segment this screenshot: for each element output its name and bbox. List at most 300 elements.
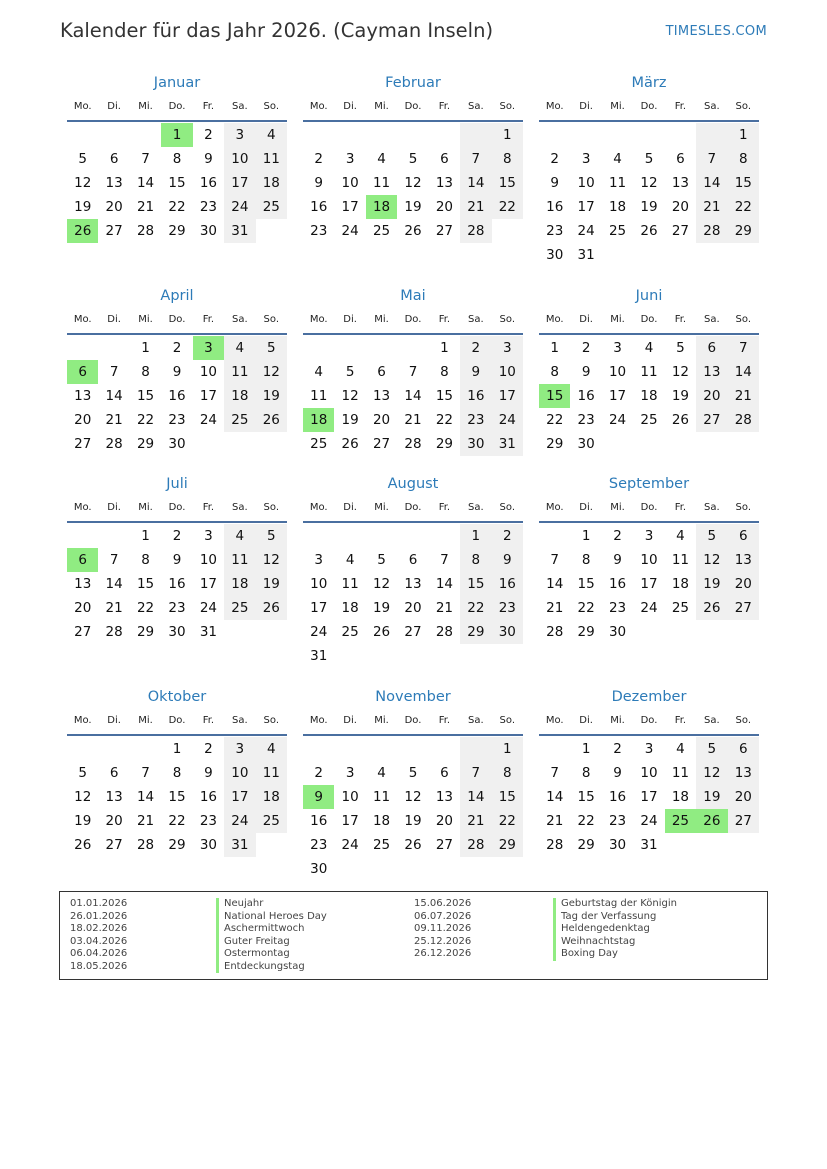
day-cell[interactable]: 3 xyxy=(224,123,255,147)
day-cell[interactable]: 22 xyxy=(136,412,155,428)
day-cell[interactable]: 26 xyxy=(67,219,98,243)
day-cell[interactable]: 7 xyxy=(440,552,449,568)
day-cell[interactable]: 6 xyxy=(109,765,119,781)
day-cell[interactable]: 2 xyxy=(314,765,323,781)
day-cell[interactable]: 12 xyxy=(671,364,690,380)
day-cell[interactable]: 22 xyxy=(435,412,454,428)
day-cell[interactable]: 18 xyxy=(671,576,690,592)
day-cell[interactable]: 13 xyxy=(404,576,422,592)
day-cell[interactable]: 4 xyxy=(644,340,654,356)
day-cell[interactable]: 21 xyxy=(435,600,454,616)
day-cell[interactable]: 16 xyxy=(460,384,491,408)
day-cell[interactable]: 15 xyxy=(168,175,186,191)
day-cell[interactable]: 16 xyxy=(168,576,186,592)
day-cell[interactable]: 23 xyxy=(608,600,627,616)
day-cell[interactable]: 21 xyxy=(460,195,491,219)
day-cell[interactable]: 28 xyxy=(105,436,123,452)
day-cell[interactable]: 24 xyxy=(640,600,658,616)
day-cell[interactable]: 29 xyxy=(492,833,523,857)
day-cell[interactable]: 28 xyxy=(136,223,155,239)
day-cell[interactable]: 10 xyxy=(577,175,595,191)
day-cell[interactable]: 17 xyxy=(310,600,328,616)
day-cell[interactable]: 11 xyxy=(372,175,391,191)
day-cell[interactable]: 23 xyxy=(199,813,218,829)
day-cell[interactable]: 28 xyxy=(105,624,123,640)
day-cell[interactable]: 14 xyxy=(460,785,491,809)
day-cell[interactable]: 13 xyxy=(696,360,727,384)
day-cell[interactable]: 5 xyxy=(644,151,654,167)
day-cell[interactable]: 13 xyxy=(435,175,454,191)
day-cell[interactable]: 30 xyxy=(199,223,218,239)
day-cell[interactable]: 26 xyxy=(256,596,287,620)
day-cell[interactable]: 31 xyxy=(224,219,255,243)
day-cell[interactable]: 10 xyxy=(341,175,359,191)
day-cell[interactable]: 20 xyxy=(728,785,759,809)
day-cell[interactable]: 25 xyxy=(256,809,287,833)
day-cell[interactable]: 23 xyxy=(168,600,186,616)
day-cell[interactable]: 13 xyxy=(105,789,123,805)
day-cell[interactable]: 11 xyxy=(671,765,690,781)
day-cell[interactable]: 30 xyxy=(168,436,186,452)
day-cell[interactable]: 27 xyxy=(696,408,727,432)
day-cell[interactable]: 2 xyxy=(172,340,182,356)
day-cell[interactable]: 6 xyxy=(676,151,685,167)
day-cell[interactable]: 20 xyxy=(372,412,391,428)
day-cell[interactable]: 3 xyxy=(581,151,591,167)
day-cell[interactable]: 1 xyxy=(550,340,559,356)
day-cell[interactable]: 3 xyxy=(492,336,523,360)
day-cell[interactable]: 20 xyxy=(105,813,123,829)
day-cell[interactable]: 12 xyxy=(696,761,727,785)
day-cell[interactable]: 30 xyxy=(546,247,564,263)
day-cell[interactable]: 10 xyxy=(310,576,328,592)
day-cell[interactable]: 22 xyxy=(136,600,155,616)
day-cell[interactable]: 14 xyxy=(404,388,422,404)
day-cell[interactable]: 11 xyxy=(224,548,255,572)
day-cell[interactable]: 24 xyxy=(640,813,658,829)
day-cell[interactable]: 4 xyxy=(314,364,323,380)
day-cell[interactable]: 25 xyxy=(608,223,627,239)
day-cell[interactable]: 22 xyxy=(577,813,595,829)
day-cell[interactable]: 17 xyxy=(640,789,658,805)
day-cell[interactable]: 10 xyxy=(492,360,523,384)
day-cell[interactable]: 26 xyxy=(404,837,422,853)
day-cell[interactable]: 15 xyxy=(728,171,759,195)
day-cell[interactable]: 4 xyxy=(377,151,386,167)
day-cell[interactable]: 11 xyxy=(608,175,627,191)
day-cell[interactable]: 19 xyxy=(671,388,690,404)
day-cell[interactable]: 24 xyxy=(341,223,359,239)
day-cell[interactable]: 9 xyxy=(613,552,622,568)
day-cell[interactable]: 18 xyxy=(608,199,627,215)
day-cell[interactable]: 7 xyxy=(550,552,559,568)
day-cell[interactable]: 24 xyxy=(224,809,255,833)
day-cell[interactable]: 9 xyxy=(204,765,213,781)
day-cell[interactable]: 8 xyxy=(581,552,591,568)
day-cell[interactable]: 1 xyxy=(161,123,192,147)
day-cell[interactable]: 20 xyxy=(105,199,123,215)
day-cell[interactable]: 5 xyxy=(408,151,418,167)
day-cell[interactable]: 5 xyxy=(256,524,287,548)
day-cell[interactable]: 29 xyxy=(546,436,564,452)
day-cell[interactable]: 10 xyxy=(224,147,255,171)
day-cell[interactable]: 27 xyxy=(728,596,759,620)
day-cell[interactable]: 8 xyxy=(141,364,150,380)
day-cell[interactable]: 27 xyxy=(671,223,690,239)
day-cell[interactable]: 17 xyxy=(199,388,218,404)
day-cell[interactable]: 26 xyxy=(74,837,92,853)
day-cell[interactable]: 19 xyxy=(256,384,287,408)
day-cell[interactable]: 27 xyxy=(435,837,454,853)
day-cell[interactable]: 9 xyxy=(172,364,182,380)
day-cell[interactable]: 3 xyxy=(613,340,622,356)
day-cell[interactable]: 25 xyxy=(224,408,255,432)
day-cell[interactable]: 20 xyxy=(728,572,759,596)
day-cell[interactable]: 25 xyxy=(341,624,359,640)
day-cell[interactable]: 18 xyxy=(341,600,359,616)
day-cell[interactable]: 22 xyxy=(492,809,523,833)
day-cell[interactable]: 8 xyxy=(141,552,150,568)
day-cell[interactable]: 12 xyxy=(341,388,359,404)
day-cell[interactable]: 5 xyxy=(696,737,727,761)
day-cell[interactable]: 19 xyxy=(341,412,359,428)
day-cell[interactable]: 30 xyxy=(460,432,491,456)
day-cell[interactable]: 19 xyxy=(256,572,287,596)
day-cell[interactable]: 29 xyxy=(136,624,155,640)
day-cell[interactable]: 3 xyxy=(644,528,654,544)
day-cell[interactable]: 19 xyxy=(404,813,422,829)
day-cell[interactable]: 28 xyxy=(404,436,422,452)
day-cell[interactable]: 10 xyxy=(640,552,658,568)
day-cell[interactable]: 11 xyxy=(256,761,287,785)
day-cell[interactable]: 23 xyxy=(310,837,328,853)
day-cell[interactable]: 16 xyxy=(168,388,186,404)
day-cell[interactable]: 7 xyxy=(109,552,119,568)
day-cell[interactable]: 8 xyxy=(550,364,559,380)
day-cell[interactable]: 4 xyxy=(676,528,685,544)
day-cell[interactable]: 11 xyxy=(341,576,359,592)
day-cell[interactable]: 9 xyxy=(204,151,213,167)
day-cell[interactable]: 8 xyxy=(492,147,523,171)
day-cell[interactable]: 22 xyxy=(460,596,491,620)
day-cell[interactable]: 12 xyxy=(404,789,422,805)
day-cell[interactable]: 7 xyxy=(728,336,759,360)
day-cell[interactable]: 2 xyxy=(613,741,622,757)
day-cell[interactable]: 27 xyxy=(728,809,759,833)
day-cell[interactable]: 27 xyxy=(105,837,123,853)
day-cell[interactable]: 12 xyxy=(74,175,92,191)
day-cell[interactable]: 24 xyxy=(577,223,595,239)
day-cell[interactable]: 24 xyxy=(199,600,218,616)
day-cell[interactable]: 14 xyxy=(696,171,727,195)
day-cell[interactable]: 6 xyxy=(440,151,449,167)
day-cell[interactable]: 20 xyxy=(435,199,454,215)
day-cell[interactable]: 20 xyxy=(696,384,727,408)
day-cell[interactable]: 25 xyxy=(640,412,658,428)
day-cell[interactable]: 19 xyxy=(74,199,92,215)
day-cell[interactable]: 23 xyxy=(608,813,627,829)
day-cell[interactable]: 20 xyxy=(671,199,690,215)
day-cell[interactable]: 5 xyxy=(377,552,386,568)
day-cell[interactable]: 18 xyxy=(671,789,690,805)
day-cell[interactable]: 4 xyxy=(256,123,287,147)
day-cell[interactable]: 13 xyxy=(105,175,123,191)
day-cell[interactable]: 29 xyxy=(168,223,186,239)
day-cell[interactable]: 21 xyxy=(728,384,759,408)
day-cell[interactable]: 21 xyxy=(696,195,727,219)
day-cell[interactable]: 29 xyxy=(168,837,186,853)
day-cell[interactable]: 15 xyxy=(435,388,454,404)
day-cell[interactable]: 23 xyxy=(460,408,491,432)
day-cell[interactable]: 17 xyxy=(577,199,595,215)
day-cell[interactable]: 4 xyxy=(377,765,386,781)
day-cell[interactable]: 21 xyxy=(404,412,422,428)
day-cell[interactable]: 4 xyxy=(224,524,255,548)
day-cell[interactable]: 9 xyxy=(303,785,334,809)
day-cell[interactable]: 16 xyxy=(577,388,595,404)
day-cell[interactable]: 2 xyxy=(460,336,491,360)
day-cell[interactable]: 22 xyxy=(577,600,595,616)
day-cell[interactable]: 15 xyxy=(492,785,523,809)
day-cell[interactable]: 31 xyxy=(310,648,328,664)
day-cell[interactable]: 13 xyxy=(74,576,92,592)
day-cell[interactable]: 21 xyxy=(136,199,155,215)
day-cell[interactable]: 15 xyxy=(539,384,570,408)
day-cell[interactable]: 2 xyxy=(172,528,182,544)
day-cell[interactable]: 15 xyxy=(577,789,595,805)
day-cell[interactable]: 21 xyxy=(546,600,564,616)
day-cell[interactable]: 23 xyxy=(492,596,523,620)
day-cell[interactable]: 19 xyxy=(404,199,422,215)
day-cell[interactable]: 30 xyxy=(608,624,627,640)
day-cell[interactable]: 25 xyxy=(372,223,391,239)
day-cell[interactable]: 18 xyxy=(256,171,287,195)
day-cell[interactable]: 27 xyxy=(74,624,92,640)
day-cell[interactable]: 25 xyxy=(671,600,690,616)
day-cell[interactable]: 29 xyxy=(728,219,759,243)
day-cell[interactable]: 23 xyxy=(199,199,218,215)
day-cell[interactable]: 1 xyxy=(172,741,182,757)
day-cell[interactable]: 29 xyxy=(136,436,155,452)
day-cell[interactable]: 16 xyxy=(608,576,627,592)
day-cell[interactable]: 25 xyxy=(372,837,391,853)
day-cell[interactable]: 14 xyxy=(546,789,564,805)
day-cell[interactable]: 2 xyxy=(314,151,323,167)
day-cell[interactable]: 4 xyxy=(256,737,287,761)
day-cell[interactable]: 1 xyxy=(492,737,523,761)
day-cell[interactable]: 17 xyxy=(608,388,627,404)
day-cell[interactable]: 5 xyxy=(696,524,727,548)
day-cell[interactable]: 8 xyxy=(581,765,591,781)
day-cell[interactable]: 26 xyxy=(671,412,690,428)
day-cell[interactable]: 11 xyxy=(256,147,287,171)
day-cell[interactable]: 27 xyxy=(105,223,123,239)
day-cell[interactable]: 30 xyxy=(168,624,186,640)
day-cell[interactable]: 9 xyxy=(460,360,491,384)
day-cell[interactable]: 15 xyxy=(577,576,595,592)
day-cell[interactable]: 19 xyxy=(74,813,92,829)
day-cell[interactable]: 22 xyxy=(728,195,759,219)
day-cell[interactable]: 25 xyxy=(256,195,287,219)
day-cell[interactable]: 26 xyxy=(696,809,727,833)
day-cell[interactable]: 12 xyxy=(372,576,391,592)
day-cell[interactable]: 20 xyxy=(74,600,92,616)
day-cell[interactable]: 16 xyxy=(546,199,564,215)
day-cell[interactable]: 30 xyxy=(492,620,523,644)
day-cell[interactable]: 3 xyxy=(314,552,323,568)
day-cell[interactable]: 8 xyxy=(460,548,491,572)
day-cell[interactable]: 15 xyxy=(136,576,155,592)
day-cell[interactable]: 1 xyxy=(492,123,523,147)
day-cell[interactable]: 18 xyxy=(224,572,255,596)
day-cell[interactable]: 12 xyxy=(256,360,287,384)
day-cell[interactable]: 14 xyxy=(546,576,564,592)
day-cell[interactable]: 23 xyxy=(168,412,186,428)
day-cell[interactable]: 30 xyxy=(310,861,328,877)
day-cell[interactable]: 22 xyxy=(492,195,523,219)
day-cell[interactable]: 7 xyxy=(109,364,119,380)
day-cell[interactable]: 28 xyxy=(460,219,491,243)
day-cell[interactable]: 7 xyxy=(460,147,491,171)
day-cell[interactable]: 24 xyxy=(341,837,359,853)
day-cell[interactable]: 21 xyxy=(460,809,491,833)
day-cell[interactable]: 16 xyxy=(199,175,218,191)
day-cell[interactable]: 5 xyxy=(408,765,418,781)
day-cell[interactable]: 4 xyxy=(676,741,685,757)
day-cell[interactable]: 1 xyxy=(141,340,150,356)
day-cell[interactable]: 25 xyxy=(310,436,328,452)
day-cell[interactable]: 26 xyxy=(341,436,359,452)
day-cell[interactable]: 20 xyxy=(404,600,422,616)
day-cell[interactable]: 10 xyxy=(199,364,218,380)
day-cell[interactable]: 1 xyxy=(581,741,591,757)
day-cell[interactable]: 6 xyxy=(67,548,98,572)
day-cell[interactable]: 28 xyxy=(460,833,491,857)
day-cell[interactable]: 1 xyxy=(460,524,491,548)
day-cell[interactable]: 12 xyxy=(404,175,422,191)
day-cell[interactable]: 26 xyxy=(372,624,391,640)
day-cell[interactable]: 17 xyxy=(199,576,218,592)
day-cell[interactable]: 6 xyxy=(67,360,98,384)
day-cell[interactable]: 4 xyxy=(224,336,255,360)
day-cell[interactable]: 2 xyxy=(204,741,213,757)
day-cell[interactable]: 14 xyxy=(728,360,759,384)
day-cell[interactable]: 10 xyxy=(640,765,658,781)
day-cell[interactable]: 28 xyxy=(696,219,727,243)
day-cell[interactable]: 28 xyxy=(728,408,759,432)
day-cell[interactable]: 4 xyxy=(345,552,355,568)
day-cell[interactable]: 5 xyxy=(256,336,287,360)
day-cell[interactable]: 2 xyxy=(492,524,523,548)
day-cell[interactable]: 24 xyxy=(199,412,218,428)
day-cell[interactable]: 10 xyxy=(608,364,627,380)
day-cell[interactable]: 28 xyxy=(435,624,454,640)
day-cell[interactable]: 18 xyxy=(256,785,287,809)
day-cell[interactable]: 29 xyxy=(577,624,595,640)
day-cell[interactable]: 11 xyxy=(671,552,690,568)
day-cell[interactable]: 9 xyxy=(613,765,622,781)
day-cell[interactable]: 16 xyxy=(310,199,328,215)
day-cell[interactable]: 26 xyxy=(404,223,422,239)
day-cell[interactable]: 3 xyxy=(193,336,224,360)
day-cell[interactable]: 18 xyxy=(640,388,658,404)
day-cell[interactable]: 9 xyxy=(314,175,323,191)
day-cell[interactable]: 9 xyxy=(492,548,523,572)
day-cell[interactable]: 25 xyxy=(665,809,696,833)
day-cell[interactable]: 11 xyxy=(224,360,255,384)
day-cell[interactable]: 1 xyxy=(728,123,759,147)
day-cell[interactable]: 19 xyxy=(640,199,658,215)
day-cell[interactable]: 5 xyxy=(78,765,87,781)
day-cell[interactable]: 31 xyxy=(199,624,218,640)
day-cell[interactable]: 14 xyxy=(136,789,155,805)
day-cell[interactable]: 1 xyxy=(141,528,150,544)
day-cell[interactable]: 19 xyxy=(372,600,391,616)
day-cell[interactable]: 14 xyxy=(105,576,123,592)
day-cell[interactable]: 27 xyxy=(404,624,422,640)
day-cell[interactable]: 17 xyxy=(341,199,359,215)
day-cell[interactable]: 6 xyxy=(728,737,759,761)
day-cell[interactable]: 12 xyxy=(74,789,92,805)
day-cell[interactable]: 2 xyxy=(204,127,213,143)
day-cell[interactable]: 7 xyxy=(141,765,150,781)
day-cell[interactable]: 24 xyxy=(608,412,627,428)
day-cell[interactable]: 7 xyxy=(408,364,418,380)
day-cell[interactable]: 19 xyxy=(696,572,727,596)
day-cell[interactable]: 16 xyxy=(608,789,627,805)
day-cell[interactable]: 28 xyxy=(136,837,155,853)
day-cell[interactable]: 18 xyxy=(224,384,255,408)
day-cell[interactable]: 22 xyxy=(546,412,564,428)
day-cell[interactable]: 28 xyxy=(546,624,564,640)
day-cell[interactable]: 13 xyxy=(435,789,454,805)
day-cell[interactable]: 8 xyxy=(440,364,449,380)
day-cell[interactable]: 16 xyxy=(492,572,523,596)
day-cell[interactable]: 20 xyxy=(435,813,454,829)
day-cell[interactable]: 23 xyxy=(546,223,564,239)
day-cell[interactable]: 18 xyxy=(372,813,391,829)
day-cell[interactable]: 26 xyxy=(256,408,287,432)
day-cell[interactable]: 24 xyxy=(310,624,328,640)
day-cell[interactable]: 23 xyxy=(310,223,328,239)
day-cell[interactable]: 13 xyxy=(671,175,690,191)
day-cell[interactable]: 18 xyxy=(303,408,334,432)
day-cell[interactable]: 9 xyxy=(581,364,591,380)
day-cell[interactable]: 1 xyxy=(440,340,449,356)
day-cell[interactable]: 27 xyxy=(435,223,454,239)
day-cell[interactable]: 13 xyxy=(728,548,759,572)
day-cell[interactable]: 13 xyxy=(728,761,759,785)
day-cell[interactable]: 2 xyxy=(550,151,559,167)
day-cell[interactable]: 16 xyxy=(199,789,218,805)
day-cell[interactable]: 7 xyxy=(141,151,150,167)
day-cell[interactable]: 15 xyxy=(492,171,523,195)
site-logo-text[interactable]: TIMESLES.COM xyxy=(665,24,767,39)
day-cell[interactable]: 15 xyxy=(136,388,155,404)
day-cell[interactable]: 3 xyxy=(345,151,355,167)
day-cell[interactable]: 3 xyxy=(224,737,255,761)
day-cell[interactable]: 6 xyxy=(109,151,119,167)
day-cell[interactable]: 2 xyxy=(613,528,622,544)
day-cell[interactable]: 7 xyxy=(460,761,491,785)
day-cell[interactable]: 14 xyxy=(105,388,123,404)
day-cell[interactable]: 13 xyxy=(74,388,92,404)
day-cell[interactable]: 3 xyxy=(345,765,355,781)
day-cell[interactable]: 29 xyxy=(435,436,454,452)
day-cell[interactable]: 14 xyxy=(435,576,454,592)
day-cell[interactable]: 27 xyxy=(74,436,92,452)
day-cell[interactable]: 15 xyxy=(460,572,491,596)
